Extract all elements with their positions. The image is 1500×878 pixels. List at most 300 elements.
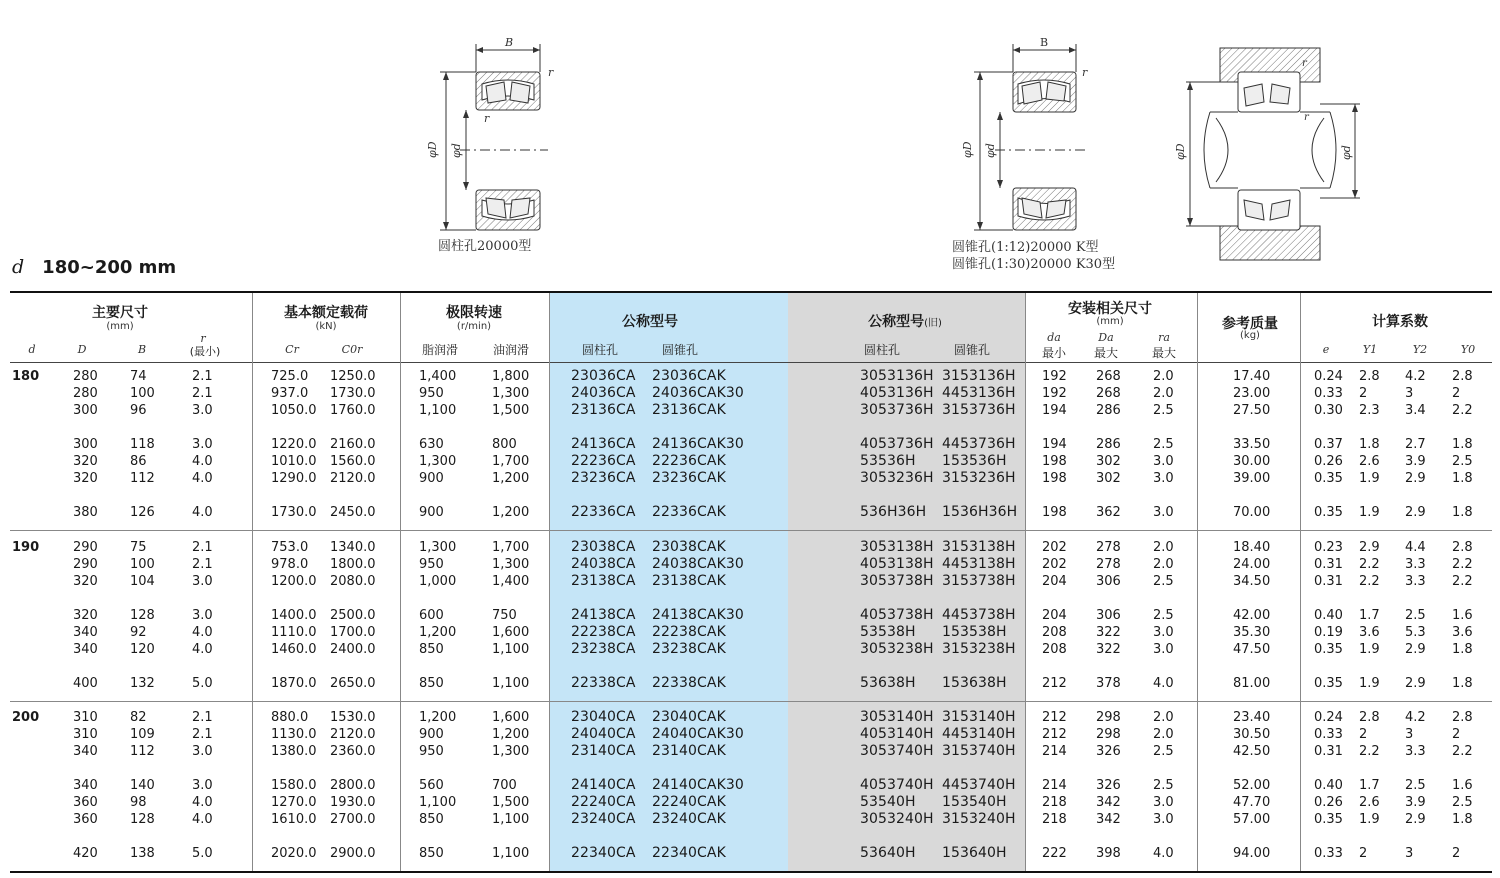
- cell-C0r: 2650.0: [330, 676, 376, 691]
- cell-taper: 22236CAK: [652, 453, 726, 469]
- cell-Da: 268: [1096, 386, 1121, 401]
- cell-Da: 306: [1096, 608, 1121, 623]
- cell-da: 202: [1042, 540, 1067, 555]
- cell-D: 310: [73, 727, 98, 742]
- cell-e: 0.35: [1314, 642, 1343, 657]
- cell-B: 112: [130, 471, 155, 486]
- cell-ra: 3.0: [1153, 505, 1174, 520]
- cell-C0r: 2400.0: [330, 642, 376, 657]
- cell-Y2: 2.9: [1405, 812, 1426, 827]
- cell-mass: 17.40: [1233, 369, 1271, 384]
- cell-B: 109: [130, 727, 155, 742]
- cell-e: 0.30: [1314, 403, 1343, 418]
- cell-e: 0.24: [1314, 369, 1343, 384]
- dim-label-B-taper: B: [1040, 36, 1049, 49]
- dim-label-r: r: [548, 66, 554, 79]
- cell-e: 0.40: [1314, 608, 1343, 623]
- cell-ra: 2.5: [1153, 778, 1174, 793]
- cell-D: 320: [73, 471, 98, 486]
- cell-grease: 1,200: [419, 710, 457, 725]
- cell-grease: 950: [419, 557, 444, 572]
- mounting-drawing: [1186, 48, 1360, 260]
- cell-C0r: 1800.0: [330, 557, 376, 572]
- cell-mass: 70.00: [1233, 505, 1271, 520]
- cell-cyl: 23138CA: [571, 573, 636, 589]
- cell-Y1: 1.9: [1359, 812, 1380, 827]
- table-bottom-rule: [10, 871, 1492, 873]
- cell-r: 2.1: [192, 369, 213, 384]
- cell-oil: 1,500: [492, 403, 530, 418]
- cell-cyl: 23238CA: [571, 641, 636, 657]
- cell-ra: 4.0: [1153, 676, 1174, 691]
- tapered-bore-bearing-drawing: [974, 44, 1085, 230]
- cell-taper: 22338CAK: [652, 675, 726, 691]
- cell-taper: 23238CAK: [652, 641, 726, 657]
- cell-D: 320: [73, 574, 98, 589]
- cell-D: 420: [73, 846, 98, 861]
- cell-taper-old: 3153238H: [942, 641, 1016, 657]
- cell-r: 4.0: [192, 642, 213, 657]
- dim-label-phida: φd: [1340, 145, 1353, 160]
- cell-D: 340: [73, 625, 98, 640]
- cell-Y2: 5.3: [1405, 625, 1426, 640]
- cell-taper: 24138CAK30: [652, 607, 744, 623]
- cell-Y1: 2: [1359, 846, 1368, 861]
- cell-Cr: 978.0: [271, 557, 309, 572]
- caption-cylindrical-bore: 圆柱孔20000型: [438, 239, 532, 254]
- header-mass-unit: (kg): [1240, 330, 1260, 341]
- cell-cyl-old: 4053138H: [860, 556, 934, 572]
- cell-taper: 22336CAK: [652, 504, 726, 520]
- cell-Da: 278: [1096, 557, 1121, 572]
- cell-Y1: 2.2: [1359, 557, 1380, 572]
- subheader-Da: Da: [1098, 331, 1114, 344]
- bore-range-text: 180~200 mm: [42, 257, 177, 278]
- cell-cyl: 22340CA: [571, 845, 636, 861]
- cell-D: 290: [73, 557, 98, 572]
- cell-taper-old: 153536H: [942, 453, 1007, 469]
- cell-ra: 4.0: [1153, 846, 1174, 861]
- subheader-Da-max: 最大: [1093, 346, 1118, 360]
- cell-grease: 950: [419, 744, 444, 759]
- cell-r: 4.0: [192, 471, 213, 486]
- cell-taper-old: 153638H: [942, 675, 1007, 691]
- cell-Y2: 2.9: [1405, 505, 1426, 520]
- cell-taper-old: 4453136H: [942, 385, 1016, 401]
- cell-Y0: 2: [1452, 846, 1461, 861]
- cell-Cr: 1130.0: [271, 727, 317, 742]
- subheader-r: r: [200, 332, 206, 345]
- column-divider: [400, 293, 401, 871]
- cell-taper-old: 3153136H: [942, 368, 1016, 384]
- cell-e: 0.23: [1314, 540, 1343, 555]
- cell-e: 0.31: [1314, 744, 1343, 759]
- cell-mass: 57.00: [1233, 812, 1271, 827]
- cell-Y1: 1.7: [1359, 778, 1380, 793]
- cell-da: 218: [1042, 795, 1067, 810]
- cell-D: 300: [73, 437, 98, 452]
- cell-da: 214: [1042, 778, 1067, 793]
- cell-grease: 850: [419, 642, 444, 657]
- cell-mass: 94.00: [1233, 846, 1271, 861]
- cell-D: 360: [73, 795, 98, 810]
- cell-taper: 23236CAK: [652, 470, 726, 486]
- cell-Y2: 3: [1405, 846, 1414, 861]
- cell-oil: 1,600: [492, 710, 530, 725]
- cell-r: 3.0: [192, 403, 213, 418]
- cell-ra: 2.5: [1153, 608, 1174, 623]
- cell-e: 0.24: [1314, 710, 1343, 725]
- cell-Y2: 3.3: [1405, 574, 1426, 589]
- cell-e: 0.31: [1314, 557, 1343, 572]
- cell-taper: 22238CAK: [652, 624, 726, 640]
- cell-cyl: 24138CA: [571, 607, 636, 623]
- subheader-cyl-bore-old: 圆柱孔: [863, 343, 900, 357]
- cell-taper-old: 4453140H: [942, 726, 1016, 742]
- cell-Y1: 2.2: [1359, 574, 1380, 589]
- cell-grease: 630: [419, 437, 444, 452]
- cell-oil: 700: [492, 778, 517, 793]
- subheader-e: e: [1322, 343, 1330, 356]
- cell-taper: 23138CAK: [652, 573, 726, 589]
- cell-B: 128: [130, 812, 155, 827]
- cell-oil: 1,200: [492, 727, 530, 742]
- cell-e: 0.35: [1314, 812, 1343, 827]
- cell-Y0: 2.8: [1452, 369, 1473, 384]
- cell-grease: 1,100: [419, 795, 457, 810]
- cell-r: 4.0: [192, 454, 213, 469]
- cell-ra: 2.0: [1153, 369, 1174, 384]
- cell-da: 212: [1042, 710, 1067, 725]
- cell-cyl-old: 53638H: [860, 675, 916, 691]
- cell-C0r: 2450.0: [330, 505, 376, 520]
- group-divider-200: [10, 701, 1492, 702]
- cell-ra: 2.0: [1153, 386, 1174, 401]
- cell-Da: 322: [1096, 642, 1121, 657]
- cell-Da: 322: [1096, 625, 1121, 640]
- dim-label-phiDa: φD: [1174, 143, 1187, 160]
- cell-C0r: 2900.0: [330, 846, 376, 861]
- cell-ra: 3.0: [1153, 471, 1174, 486]
- cell-mass: 27.50: [1233, 403, 1271, 418]
- subheader-Y1: Y1: [1362, 343, 1378, 356]
- cell-cyl-old: 3053238H: [860, 641, 934, 657]
- cell-Y2: 2.9: [1405, 471, 1426, 486]
- dim-label-r-taper: r: [1082, 66, 1088, 79]
- subheader-r-min: (最小): [189, 345, 221, 358]
- cell-da: 222: [1042, 846, 1067, 861]
- cell-cyl-old: 3053236H: [860, 470, 934, 486]
- cell-ra: 2.0: [1153, 710, 1174, 725]
- cell-oil: 1,800: [492, 369, 530, 384]
- cell-e: 0.31: [1314, 574, 1343, 589]
- cell-C0r: 1560.0: [330, 454, 376, 469]
- caption-tapered-bore-k30: 圆锥孔(1:30)20000 K30型: [952, 257, 1116, 272]
- cell-grease: 1,300: [419, 454, 457, 469]
- cell-taper-old: 4453738H: [942, 607, 1016, 623]
- header-load-rating: 基本额定载荷: [284, 305, 368, 321]
- cell-D: 400: [73, 676, 98, 691]
- cell-grease: 560: [419, 778, 444, 793]
- cell-taper-old: 3153236H: [942, 470, 1016, 486]
- cell-Da: 342: [1096, 812, 1121, 827]
- cell-da: 202: [1042, 557, 1067, 572]
- cell-Da: 302: [1096, 454, 1121, 469]
- cell-Y2: 3: [1405, 727, 1414, 742]
- cell-oil: 800: [492, 437, 517, 452]
- header-mass: 参考质量: [1222, 316, 1278, 332]
- cell-Y0: 1.8: [1452, 471, 1473, 486]
- cell-Y0: 1.8: [1452, 676, 1473, 691]
- cell-C0r: 2120.0: [330, 727, 376, 742]
- cell-Cr: 1460.0: [271, 642, 317, 657]
- cell-da: 194: [1042, 403, 1067, 418]
- table-top-rule: [10, 291, 1492, 293]
- cell-Y0: 3.6: [1452, 625, 1473, 640]
- cell-mass: 35.30: [1233, 625, 1271, 640]
- cell-Y2: 2.5: [1405, 778, 1426, 793]
- cell-B: 98: [130, 795, 147, 810]
- cell-Y0: 2: [1452, 727, 1461, 742]
- cell-oil: 1,100: [492, 676, 530, 691]
- cell-D: 280: [73, 369, 98, 384]
- cell-C0r: 1250.0: [330, 369, 376, 384]
- cell-Y1: 1.9: [1359, 505, 1380, 520]
- cell-ra: 3.0: [1153, 812, 1174, 827]
- cell-r: 4.0: [192, 795, 213, 810]
- cell-Cr: 1200.0: [271, 574, 317, 589]
- cell-B: 126: [130, 505, 155, 520]
- cell-Da: 342: [1096, 795, 1121, 810]
- cell-da: 204: [1042, 574, 1067, 589]
- cell-Y2: 3.9: [1405, 795, 1426, 810]
- cell-ra: 3.0: [1153, 795, 1174, 810]
- cell-B: 100: [130, 557, 155, 572]
- cell-d: 200: [12, 710, 40, 725]
- cell-taper: 22340CAK: [652, 845, 726, 861]
- cell-C0r: 2700.0: [330, 812, 376, 827]
- cell-e: 0.26: [1314, 795, 1343, 810]
- dim-label-phiD-taper: φD: [961, 141, 974, 158]
- cell-cyl-old: 536H36H: [860, 504, 927, 520]
- cell-oil: 1,500: [492, 795, 530, 810]
- cell-taper-old: 4453138H: [942, 556, 1016, 572]
- cell-ra: 2.0: [1153, 727, 1174, 742]
- cell-mass: 81.00: [1233, 676, 1271, 691]
- cell-cyl-old: 53538H: [860, 624, 916, 640]
- cell-Cr: 1270.0: [271, 795, 317, 810]
- cell-B: 138: [130, 846, 155, 861]
- dim-label-phid: φd: [450, 143, 463, 158]
- cell-C0r: 1530.0: [330, 710, 376, 725]
- cell-grease: 1,300: [419, 540, 457, 555]
- header-model-old-text: 公称型号: [868, 314, 925, 330]
- cell-Cr: 880.0: [271, 710, 309, 725]
- cell-oil: 1,700: [492, 454, 530, 469]
- subheader-taper-bore: 圆锥孔: [661, 343, 698, 357]
- cell-mass: 23.40: [1233, 710, 1271, 725]
- cell-mass: 47.70: [1233, 795, 1271, 810]
- cell-B: 128: [130, 608, 155, 623]
- column-divider: [1025, 293, 1026, 871]
- cell-Y0: 1.8: [1452, 642, 1473, 657]
- cell-C0r: 2500.0: [330, 608, 376, 623]
- subheader-Cr: Cr: [285, 343, 299, 356]
- cell-da: 192: [1042, 369, 1067, 384]
- cell-grease: 1,000: [419, 574, 457, 589]
- cell-Cr: 1400.0: [271, 608, 317, 623]
- cell-cyl-old: 4053736H: [860, 436, 934, 452]
- header-speed-unit: (r/min): [456, 321, 492, 332]
- cell-Y1: 2: [1359, 727, 1368, 742]
- cell-Da: 278: [1096, 540, 1121, 555]
- cell-Y1: 1.9: [1359, 676, 1380, 691]
- cell-B: 100: [130, 386, 155, 401]
- cell-Y1: 2.3: [1359, 403, 1380, 418]
- header-calc-factors: 计算系数: [1372, 314, 1428, 330]
- cell-D: 380: [73, 505, 98, 520]
- cell-r: 5.0: [192, 676, 213, 691]
- dim-label-ra-top: r: [1302, 58, 1307, 69]
- cell-D: 340: [73, 778, 98, 793]
- column-divider: [1300, 293, 1301, 871]
- cell-grease: 850: [419, 812, 444, 827]
- cell-r: 5.0: [192, 846, 213, 861]
- cell-Y1: 2.8: [1359, 710, 1380, 725]
- cell-Y0: 2.5: [1452, 795, 1473, 810]
- cell-r: 2.1: [192, 540, 213, 555]
- cell-taper-old: 153540H: [942, 794, 1007, 810]
- cell-C0r: 2080.0: [330, 574, 376, 589]
- cell-r: 2.1: [192, 710, 213, 725]
- subheader-Y0: Y0: [1460, 343, 1476, 356]
- cell-r: 2.1: [192, 727, 213, 742]
- cell-mass: 18.40: [1233, 540, 1271, 555]
- bore-range-title: [12, 256, 176, 278]
- cell-Da: 302: [1096, 471, 1121, 486]
- cell-e: 0.37: [1314, 437, 1343, 452]
- cell-grease: 950: [419, 386, 444, 401]
- cell-oil: 1,200: [492, 505, 530, 520]
- cell-grease: 850: [419, 676, 444, 691]
- subheader-taper-bore-old: 圆锥孔: [953, 343, 990, 357]
- cell-mass: 23.00: [1233, 386, 1271, 401]
- cell-Cr: 1380.0: [271, 744, 317, 759]
- cell-oil: 1,300: [492, 744, 530, 759]
- header-speed-limit: 极限转速: [446, 305, 502, 321]
- cell-Cr: 1870.0: [271, 676, 317, 691]
- cell-e: 0.26: [1314, 454, 1343, 469]
- cell-Y2: 3.3: [1405, 557, 1426, 572]
- cell-D: 290: [73, 540, 98, 555]
- cell-Y0: 2.5: [1452, 454, 1473, 469]
- cell-da: 214: [1042, 744, 1067, 759]
- cell-cyl: 23140CA: [571, 743, 636, 759]
- cell-cyl-old: 4053140H: [860, 726, 934, 742]
- cell-e: 0.33: [1314, 727, 1343, 742]
- cell-Da: 268: [1096, 369, 1121, 384]
- cell-Cr: 1010.0: [271, 454, 317, 469]
- cell-cyl: 24040CA: [571, 726, 636, 742]
- cell-r: 2.1: [192, 557, 213, 572]
- cell-taper: 23140CAK: [652, 743, 726, 759]
- cell-mass: 30.50: [1233, 727, 1271, 742]
- cell-Y1: 1.9: [1359, 642, 1380, 657]
- cell-Y0: 2: [1452, 386, 1461, 401]
- cell-taper-old: 3153138H: [942, 539, 1016, 555]
- header-load-unit: (kN): [315, 321, 337, 332]
- cell-cyl: 24038CA: [571, 556, 636, 572]
- cell-cyl-old: 53540H: [860, 794, 916, 810]
- cell-cyl: 23136CA: [571, 402, 636, 418]
- header-mounting-unit: (mm): [1096, 316, 1124, 327]
- cell-taper: 24038CAK30: [652, 556, 744, 572]
- group-divider-190: [10, 530, 1492, 531]
- cell-Y2: 2.5: [1405, 608, 1426, 623]
- cell-cyl: 22236CA: [571, 453, 636, 469]
- cell-Cr: 937.0: [271, 386, 309, 401]
- subheader-C0r: C0r: [341, 343, 363, 356]
- dim-label-phiD: φD: [426, 141, 439, 158]
- cell-C0r: 2360.0: [330, 744, 376, 759]
- cell-mass: 34.50: [1233, 574, 1271, 589]
- cell-Y1: 2: [1359, 386, 1368, 401]
- cell-e: 0.35: [1314, 471, 1343, 486]
- cell-ra: 2.5: [1153, 574, 1174, 589]
- cell-Y2: 3.9: [1405, 454, 1426, 469]
- cell-Cr: 1290.0: [271, 471, 317, 486]
- cylindrical-bore-bearing-drawing: [440, 44, 548, 230]
- cell-cyl-old: 3053136H: [860, 368, 934, 384]
- cell-Da: 298: [1096, 710, 1121, 725]
- cell-cyl: 22240CA: [571, 794, 636, 810]
- cell-Cr: 1610.0: [271, 812, 317, 827]
- cell-cyl: 22336CA: [571, 504, 636, 520]
- cell-taper: 24040CAK30: [652, 726, 744, 742]
- cell-D: 300: [73, 403, 98, 418]
- cell-Y2: 2.9: [1405, 676, 1426, 691]
- cell-r: 3.0: [192, 574, 213, 589]
- cell-D: 360: [73, 812, 98, 827]
- cell-Cr: 1580.0: [271, 778, 317, 793]
- caption-tapered-bore-k: 圆锥孔(1:12)20000 K型: [952, 240, 1099, 255]
- cell-Y0: 1.8: [1452, 505, 1473, 520]
- cell-taper-old: 4453736H: [942, 436, 1016, 452]
- cell-da: 198: [1042, 454, 1067, 469]
- cell-oil: 750: [492, 608, 517, 623]
- column-divider: [252, 293, 253, 871]
- header-main-dims: 主要尺寸: [92, 305, 148, 321]
- cell-taper-old: 3153140H: [942, 709, 1016, 725]
- cell-B: 132: [130, 676, 155, 691]
- subheader-D: D: [77, 343, 87, 356]
- cell-taper: 24036CAK30: [652, 385, 744, 401]
- cell-Da: 398: [1096, 846, 1121, 861]
- cell-grease: 900: [419, 727, 444, 742]
- cell-C0r: 1930.0: [330, 795, 376, 810]
- cell-C0r: 2160.0: [330, 437, 376, 452]
- cell-B: 92: [130, 625, 147, 640]
- cell-grease: 900: [419, 471, 444, 486]
- cell-ra: 2.5: [1153, 437, 1174, 452]
- dim-label-r-inner: r: [484, 112, 490, 125]
- cell-D: 310: [73, 710, 98, 725]
- cell-cyl-old: 3053240H: [860, 811, 934, 827]
- cell-cyl-old: 53536H: [860, 453, 916, 469]
- cell-cyl: 23236CA: [571, 470, 636, 486]
- cell-B: 112: [130, 744, 155, 759]
- subheader-ra-max: 最大: [1151, 346, 1176, 360]
